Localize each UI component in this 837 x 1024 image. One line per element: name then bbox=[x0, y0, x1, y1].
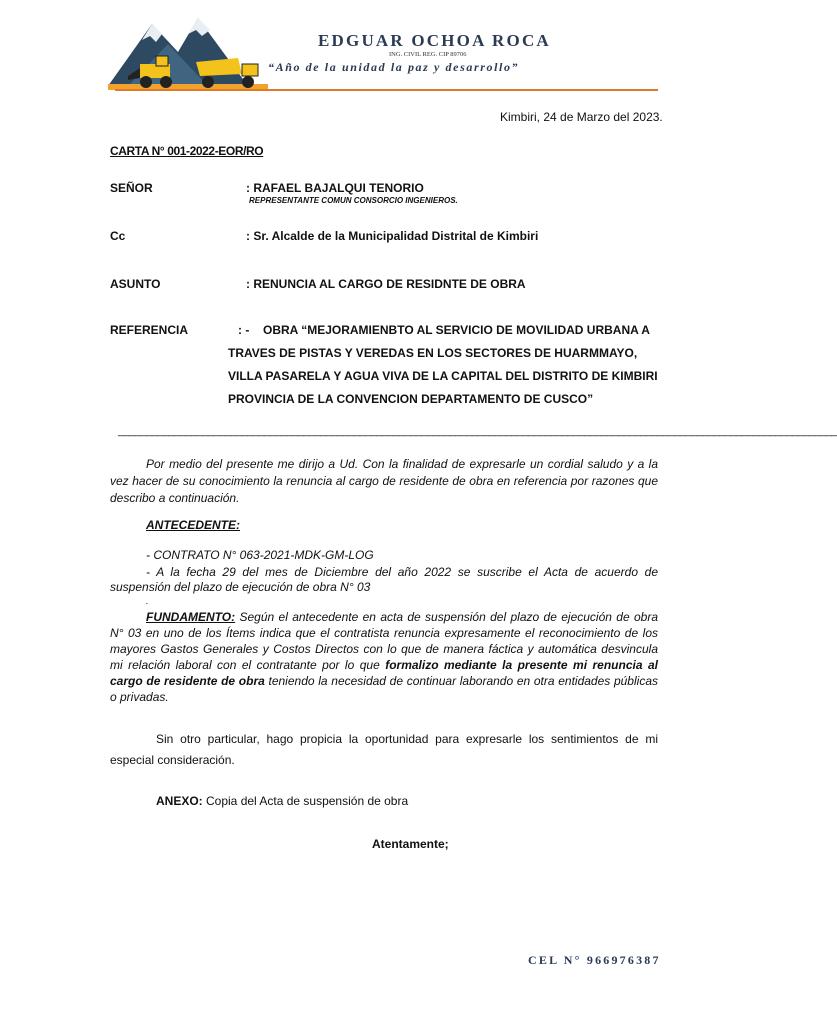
asunto-label: ASUNTO bbox=[110, 277, 161, 291]
cc-value: : Sr. Alcalde de la Municipalidad Distrital de Kimbiri bbox=[246, 229, 539, 243]
referencia-line-1: OBRA “MEJORAMIENBTO AL SERVICIO DE MOVILIDAD URBANA A bbox=[263, 323, 650, 337]
anexo-value: Copia del Acta de suspensión de obra bbox=[202, 794, 409, 808]
anexo-line bbox=[156, 794, 408, 809]
company-logo bbox=[108, 14, 268, 94]
fundamento-text-1: Según el antecedente en acta de suspensión del plazo de ejecución de obra N° 03 en uno de los Ítems indica que el contratista renuncia expresamente el reconocimiento de los mayores Gastos Generales y Costos Directos con lo que de manera fáctica y automática desvincula mi relación laboral con el contratante por lo que bbox=[110, 610, 658, 672]
anexo-label: ANEXO: bbox=[156, 794, 203, 808]
header-registration: ING. CIVIL REG. CIP 89706 bbox=[389, 51, 467, 58]
carta-number: CARTA N° 001-2022-EOR/RO bbox=[110, 144, 264, 158]
footer-cel: CEL N° 966976387 bbox=[528, 953, 661, 967]
fundamento-bold: formalizo mediante la presente mi renuncia al cargo de residente de obra bbox=[110, 658, 658, 688]
asunto-value: : RENUNCIA AL CARGO DE RESIDNTE DE OBRA bbox=[246, 277, 526, 291]
cc-label: Cc bbox=[110, 229, 126, 243]
fundamento-title: FUNDAMENTO: bbox=[146, 610, 236, 624]
place-date: Kimbiri, 24 de Marzo del 2023. bbox=[500, 110, 663, 124]
antecedente-title: ANTECEDENTE: bbox=[146, 518, 241, 532]
closing-paragraph: Sin otro particular, hago propicia la oportunidad para expresarle los sentimientos de mi especial consideración. bbox=[110, 732, 658, 767]
referencia-line-2: TRAVES DE PISTAS Y VEREDAS EN LOS SECTORES DE HUARMMAYO, bbox=[228, 346, 638, 360]
senor-value: : RAFAEL BAJALQUI TENORIO bbox=[246, 181, 424, 195]
header-divider bbox=[115, 89, 658, 91]
referencia-line-4: PROVINCIA DE LA CONVENCION DEPARTAMENTO DE CUSCO” bbox=[228, 392, 594, 406]
separator-line: ________________________________________________________________________________________________________________________________ bbox=[118, 425, 837, 437]
senor-role: REPRESENTANTE COMUN CONSORCIO INGENIEROS. bbox=[249, 196, 458, 205]
referencia-separator: : - bbox=[238, 323, 250, 337]
antecedente-item-1: - CONTRATO N° 063-2021-MDK-GM-LOG bbox=[146, 548, 374, 562]
header-motto: “Año de la unidad la paz y desarrollo” bbox=[268, 60, 520, 74]
referencia-line-3: VILLA PASARELA Y AGUA VIVA DE LA CAPITAL DEL DISTRITO DE KIMBIRI bbox=[228, 369, 658, 383]
referencia-label: REFERENCIA bbox=[110, 323, 189, 337]
intro-paragraph: Por medio del presente me dirijo a Ud. Con la finalidad de expresarle un cordial saludo y a la vez hacer de su conocimiento la renuncia al cargo de residente de obra en referencia por razones que describo a continuación. bbox=[110, 457, 658, 505]
senor-label: SEÑOR bbox=[110, 181, 153, 195]
header-name: EDGUAR OCHOA ROCA bbox=[318, 31, 551, 50]
antecedente-dot: . bbox=[146, 596, 149, 606]
fundamento-paragraph bbox=[110, 609, 658, 705]
fundamento-text-2: teniendo la necesidad de continuar laborando en otra entidades públicas o privadas. bbox=[110, 674, 658, 704]
signoff: Atentamente; bbox=[372, 837, 449, 851]
antecedente-item-2: - A la fecha 29 del mes de Diciembre del año 2022 se suscribe el Acta de acuerdo de suspensión del plazo de ejecución de obra N° 03 bbox=[110, 565, 658, 594]
